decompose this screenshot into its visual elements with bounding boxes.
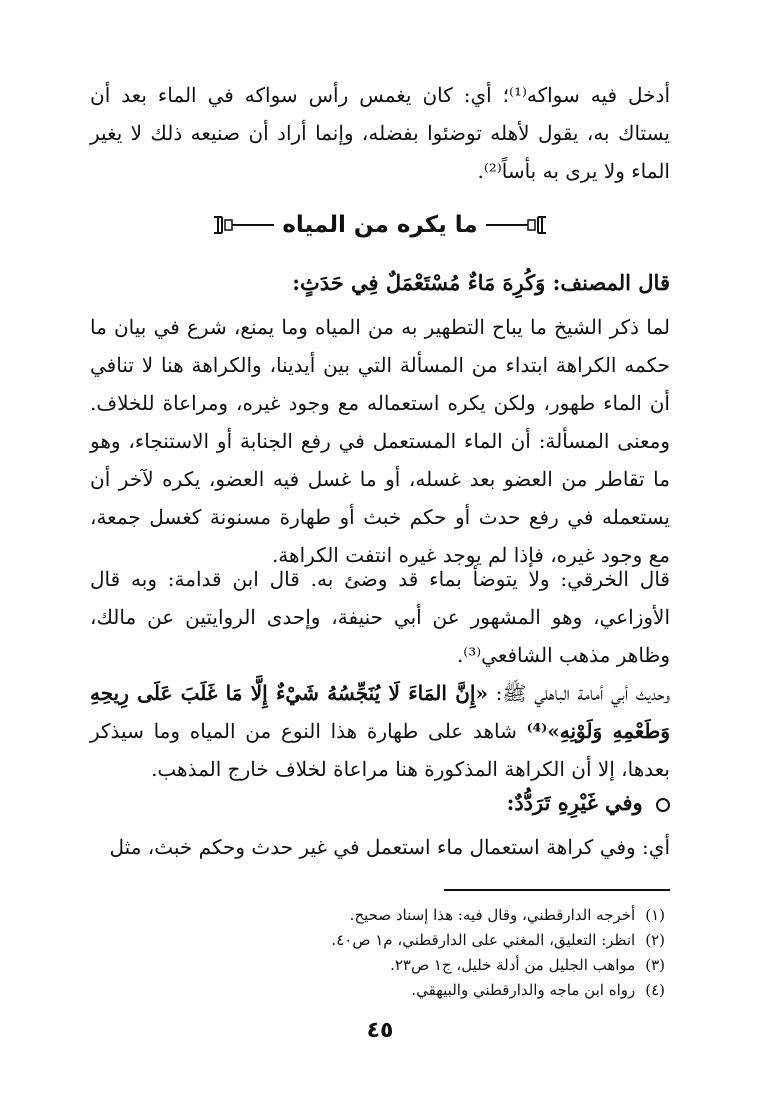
paragraph-3 xyxy=(90,674,670,788)
heading-ornament-right-icon xyxy=(486,215,548,235)
heading-ornament-left-icon xyxy=(212,215,274,235)
circle-bullet-icon xyxy=(656,798,670,812)
footnotes xyxy=(90,903,665,1003)
bullet-line xyxy=(90,784,670,822)
author-quote: وَكُرِهَ مَاءٌ مُسْتَعْمَلٌ فِي حَدَثٍ: xyxy=(292,270,546,295)
footnote xyxy=(90,903,665,928)
author-label: قال المصنف: xyxy=(552,270,670,295)
section-heading-text: ما يكره من المياه xyxy=(282,212,478,238)
footnote-number: (٤) xyxy=(645,981,665,999)
intro-paragraph: أدخل فيه سواكه⁽¹⁾؛ أي: كان يغمس رأس سواكه في الماء بعد أن يستاك به، يقول لأهله توضئوا بفضله، وإنما أراد أن صنيعه ذلك لا يغير الماء ولا يرى به بأساً⁽²⁾. xyxy=(90,83,670,183)
footnote xyxy=(90,928,665,953)
page-number: ٤٥ xyxy=(366,1018,394,1043)
footnote xyxy=(90,978,665,1003)
footnote-number: (٢) xyxy=(645,931,665,949)
paragraph-1: لما ذكر الشيخ ما يباح التطهير به من المياه وما يمنع، شرع في بيان ما حكمه الكراهة ابتداء من المسألة التي بين أيدينا، والكراهة هنا لا تنافي أن الماء طهور، ولكن يكره استعماله مع وجود غيره، ومراعاة للخلاف. ومعنى المسألة: أن الماء المستعمل في رفع الجنابة أو الاستنجاء، وهو ما تقاطر من العضو بعد غسله، أو ما غسل فيه العضو، يكره لآخر أن يستعمله في رفع حدث أو حكم خبث أو طهارة مسنونة كغسل جمعة، مع وجود غيره، فإذا لم يوجد غيره انتفت الكراهة. xyxy=(90,315,670,567)
footnote-number: (٣) xyxy=(645,956,665,974)
footnote-text: مواهب الجليل من أدلة خليل، ج١ ص٢٣. xyxy=(390,956,636,974)
footnote xyxy=(90,953,665,978)
footnote-number: (١) xyxy=(645,906,665,924)
bullet-text: وفي غَيْرِهِ تَرَدُّدٌ: xyxy=(506,790,643,815)
footnote-text: انظر: التعليق، المغني على الدارقطني، م١ ص٤٠. xyxy=(331,931,636,949)
paragraph-2: قال الخرقي: ولا يتوضأ بماء قد وضئ به. قال ابن قدامة: وبه قال الأوزاعي، وهو المشهور عن أبي حنيفة، وإحدى الروايتين عن مالك، وظاهر مذهب الشافعي⁽³⁾. xyxy=(90,567,670,667)
paragraph-3-rest: شاهد على طهارة هذا النوع من المياه وما سيذكر بعدها، إلا أن الكراهة المذكورة هنا مراعاة لخلاف خارج المذهب. xyxy=(90,719,670,781)
footnote-text: أخرجه الدارقطني، وقال فيه: هذا إسناد صحيح. xyxy=(349,906,636,924)
section-heading xyxy=(90,212,670,238)
author-line xyxy=(90,264,670,302)
paragraph-3-lead: وحديث أبي أمامة الباهلي ﷺ: xyxy=(495,681,671,705)
hadith-quote: «إِنَّ المَاءَ لَا يُنَجِّسُهُ شَيْءٌ إِلَّا مَا غَلَبَ عَلَى رِيحِهِ وَطَعْمِهِ وَلَوْنِهِ»⁽⁴⁾ xyxy=(90,681,670,743)
footnote-text: رواه ابن ماجه والدارقطني والبيهقي. xyxy=(411,981,636,999)
paragraph-4: أي: وفي كراهة استعمال ماء استعمل في غير حدث وحكم خبث، مثل xyxy=(109,835,670,859)
footnote-divider xyxy=(444,889,670,891)
